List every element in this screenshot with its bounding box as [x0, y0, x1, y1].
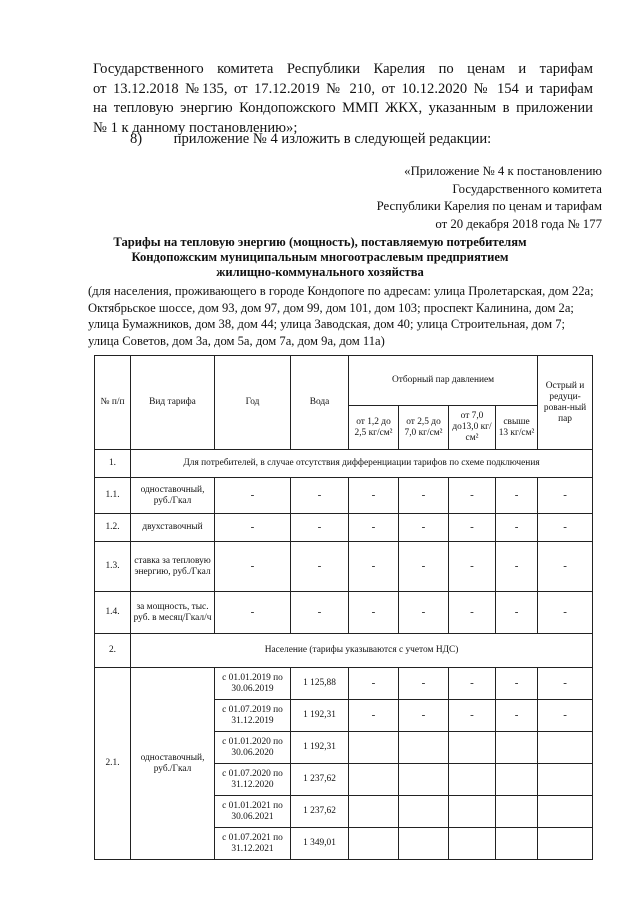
- cell-dash: -: [538, 668, 593, 700]
- cell-dash: -: [291, 478, 349, 514]
- cell-dash: -: [349, 668, 399, 700]
- section-label: Для потребителей, в случае отсутствия дифференциации тарифов по схеме подключения: [131, 450, 593, 478]
- item-8: [130, 131, 491, 148]
- cell-dash: -: [496, 514, 538, 542]
- period-cell: с 01.07.2021 по 31.12.2021: [215, 828, 291, 860]
- cell-dash: -: [215, 514, 291, 542]
- empty-cell: [538, 764, 593, 796]
- section-label: Население (тарифы указываются с учетом НДС): [131, 634, 593, 668]
- empty-cell: [496, 732, 538, 764]
- cell-dash: -: [349, 542, 399, 592]
- header-pressure-1: от 1,2 до 2,5 кг/см²: [349, 406, 399, 450]
- cell-dash: -: [449, 592, 496, 634]
- cell-dash: -: [291, 542, 349, 592]
- water-tariff-cell: 1 237,62: [291, 796, 349, 828]
- row-type: одноставочный, руб./Гкал: [131, 668, 215, 860]
- title-line: Кондопожским муниципальным многоотраслевым предприятием: [131, 250, 509, 264]
- header-water: Вода: [291, 356, 349, 450]
- period-cell: с 01.07.2020 по 31.12.2020: [215, 764, 291, 796]
- cell-dash: -: [399, 514, 449, 542]
- cell-dash: -: [496, 478, 538, 514]
- empty-cell: [349, 796, 399, 828]
- cell-dash: -: [215, 592, 291, 634]
- empty-cell: [399, 764, 449, 796]
- row-type: ставка за тепловую энергию, руб./Гкал: [131, 542, 215, 592]
- cell-dash: -: [449, 700, 496, 732]
- row-num: 1.2.: [95, 514, 131, 542]
- empty-cell: [349, 828, 399, 860]
- cell-dash: -: [291, 592, 349, 634]
- cell-dash: -: [399, 478, 449, 514]
- water-tariff-cell: 1 125,88: [291, 668, 349, 700]
- cell-dash: -: [399, 700, 449, 732]
- item-8-text: приложение № 4 изложить в следующей редакции:: [173, 131, 492, 147]
- title-line: жилищно-коммунального хозяйства: [216, 265, 424, 279]
- empty-cell: [538, 828, 593, 860]
- cell-dash: -: [349, 700, 399, 732]
- water-tariff-cell: 1 192,31: [291, 732, 349, 764]
- row-type: за мощность, тыс. руб. в месяц/Гкал/ч: [131, 592, 215, 634]
- cell-dash: -: [349, 514, 399, 542]
- empty-cell: [496, 828, 538, 860]
- row-num: 1.4.: [95, 592, 131, 634]
- cell-dash: -: [215, 478, 291, 514]
- header-sharp-steam: Острый и редуци-рован-ный пар: [538, 356, 593, 450]
- empty-cell: [538, 796, 593, 828]
- header-pressure-3: от 7,0 до13,0 кг/см²: [449, 406, 496, 450]
- empty-cell: [349, 764, 399, 796]
- section-num: 2.: [95, 634, 131, 668]
- cell-dash: -: [538, 592, 593, 634]
- empty-cell: [449, 796, 496, 828]
- cell-dash: -: [496, 668, 538, 700]
- empty-cell: [496, 764, 538, 796]
- intro-paragraph: [93, 60, 593, 138]
- approval-line: от 20 декабря 2018 года № 177: [435, 216, 602, 231]
- header-pressure-2: от 2,5 до 7,0 кг/см²: [399, 406, 449, 450]
- approval-block: [377, 163, 602, 233]
- period-cell: с 01.01.2020 по 30.06.2020: [215, 732, 291, 764]
- cell-dash: -: [496, 542, 538, 592]
- cell-dash: -: [449, 668, 496, 700]
- water-tariff-cell: 1 237,62: [291, 764, 349, 796]
- cell-dash: -: [449, 478, 496, 514]
- cell-dash: -: [496, 592, 538, 634]
- approval-line: «Приложение № 4 к постановлению: [404, 164, 602, 178]
- empty-cell: [449, 764, 496, 796]
- row-num: 2.1.: [95, 668, 131, 860]
- row-type: двухставочный: [131, 514, 215, 542]
- row-type: одноставочный, руб./Гкал: [131, 478, 215, 514]
- cell-dash: -: [399, 668, 449, 700]
- row-num: 1.3.: [95, 542, 131, 592]
- empty-cell: [399, 796, 449, 828]
- cell-dash: -: [496, 700, 538, 732]
- intro-line: Государственного комитета Республики Карелия по ценам и тарифам: [93, 61, 593, 77]
- intro-line: на тепловую энергию Кондопожского ММП ЖКХ, указанным в приложении: [93, 100, 593, 116]
- header-steam: Отборный пар давлением: [349, 356, 538, 406]
- approval-line: Республики Карелия по ценам и тарифам: [376, 199, 602, 213]
- row-num: 1.1.: [95, 478, 131, 514]
- section-num: 1.: [95, 450, 131, 478]
- cell-dash: -: [215, 542, 291, 592]
- intro-line: от 13.12.2018 №135, от 17.12.2019 № 210, от 10.12.2020 № 154 и тарифам: [93, 80, 593, 97]
- item-8-number: 8): [130, 131, 143, 147]
- period-cell: с 01.01.2021 по 30.06.2021: [215, 796, 291, 828]
- empty-cell: [399, 828, 449, 860]
- period-cell: с 01.07.2019 по 31.12.2019: [215, 700, 291, 732]
- water-tariff-cell: 1 192,31: [291, 700, 349, 732]
- approval-line: Государственного комитета: [452, 181, 602, 196]
- cell-dash: -: [349, 478, 399, 514]
- intro-line: № 1 к данному постановлению»;: [93, 119, 298, 136]
- cell-dash: -: [449, 542, 496, 592]
- cell-dash: -: [291, 514, 349, 542]
- period-cell: с 01.01.2019 по 30.06.2019: [215, 668, 291, 700]
- cell-dash: -: [538, 514, 593, 542]
- empty-cell: [449, 828, 496, 860]
- title-line: Тарифы на тепловую энергию (мощность), поставляемую потребителям: [113, 235, 527, 249]
- header-type: Вид тарифа: [131, 356, 215, 450]
- cell-dash: -: [538, 478, 593, 514]
- subtitle: (для населения, проживающего в городе Кондопоге по адресам: улица Пролетарская, дом 22а; Октябрьское шоссе, дом 93, дом 97, дом 99, дом 101, дом 103; проспект Калинина, дом 2а; улица Бумажников, дом 38, дом 44; улица Заводская, дом 40; улица Строительная, дом 7; улица Советов, дом 3а, дом 5а, дом 7а, дом 9а, дом 11а): [88, 284, 594, 348]
- tariff-table: [94, 355, 593, 860]
- cell-dash: -: [399, 542, 449, 592]
- empty-cell: [538, 732, 593, 764]
- cell-dash: -: [349, 592, 399, 634]
- cell-dash: -: [538, 542, 593, 592]
- document-title: [80, 235, 560, 280]
- header-num: № п/п: [95, 356, 131, 450]
- empty-cell: [496, 796, 538, 828]
- empty-cell: [399, 732, 449, 764]
- water-tariff-cell: 1 349,01: [291, 828, 349, 860]
- cell-dash: -: [449, 514, 496, 542]
- empty-cell: [349, 732, 399, 764]
- header-pressure-4: свыше 13 кг/см²: [496, 406, 538, 450]
- cell-dash: -: [538, 700, 593, 732]
- header-year: Год: [215, 356, 291, 450]
- empty-cell: [449, 732, 496, 764]
- cell-dash: -: [399, 592, 449, 634]
